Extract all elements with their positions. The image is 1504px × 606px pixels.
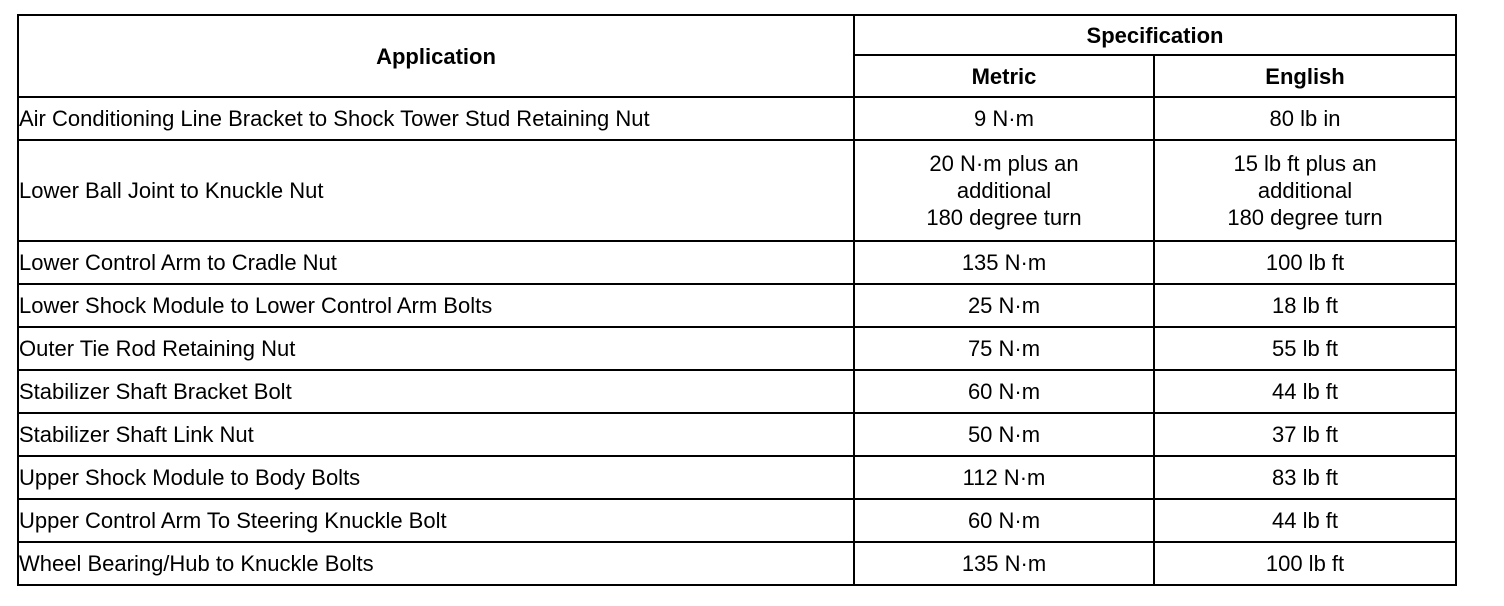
application-cell: Lower Ball Joint to Knuckle Nut — [18, 140, 854, 241]
table-row — [18, 284, 1456, 327]
metric-cell — [854, 97, 1154, 140]
metric-value: 112 N·m — [962, 465, 1046, 490]
table-row — [18, 327, 1456, 370]
metric-cell — [854, 413, 1154, 456]
english-value: 37 lb ft — [1271, 422, 1339, 447]
english-value-line-1: 15 lb ft plus an — [1233, 151, 1377, 176]
english-value: 80 lb in — [1269, 106, 1341, 131]
english-cell — [1154, 456, 1456, 499]
metric-column-header: Metric — [854, 55, 1154, 97]
table-header — [18, 15, 1456, 97]
application-cell: Wheel Bearing/Hub to Knuckle Bolts — [18, 542, 854, 585]
table-row — [18, 241, 1456, 284]
english-cell — [1154, 542, 1456, 585]
application-cell: Lower Control Arm to Cradle Nut — [18, 241, 854, 284]
metric-cell — [854, 370, 1154, 413]
metric-value: 135 N·m — [961, 551, 1047, 576]
metric-value-line-1: 20 N·m plus an — [929, 151, 1079, 176]
english-value: 100 lb ft — [1265, 250, 1345, 275]
application-column-header: Application — [18, 15, 854, 97]
table-row — [18, 413, 1456, 456]
english-value-line-3: 180 degree turn — [1227, 205, 1383, 230]
english-value-line-2: additional — [1257, 178, 1353, 203]
english-cell — [1154, 97, 1456, 140]
application-cell: Air Conditioning Line Bracket to Shock Tower Stud Retaining Nut — [18, 97, 854, 140]
metric-value: 9 N·m — [974, 106, 1034, 131]
metric-cell — [854, 327, 1154, 370]
english-column-header: English — [1154, 55, 1456, 97]
metric-cell — [854, 499, 1154, 542]
application-cell: Upper Control Arm To Steering Knuckle Bolt — [18, 499, 854, 542]
metric-value: 75 N·m — [967, 336, 1041, 361]
table-row — [18, 97, 1456, 140]
metric-value: 60 N·m — [967, 379, 1041, 404]
english-cell — [1154, 140, 1456, 241]
application-cell: Stabilizer Shaft Bracket Bolt — [18, 370, 854, 413]
application-cell: Lower Shock Module to Lower Control Arm Bolts — [18, 284, 854, 327]
table-row — [18, 140, 1456, 241]
specification-group-header: Specification — [854, 15, 1456, 55]
application-cell: Stabilizer Shaft Link Nut — [18, 413, 854, 456]
english-value: 18 lb ft — [1271, 293, 1339, 318]
metric-value: 25 N·m — [967, 293, 1041, 318]
table-body — [18, 97, 1456, 585]
metric-cell — [854, 284, 1154, 327]
english-cell — [1154, 327, 1456, 370]
english-cell — [1154, 284, 1456, 327]
application-cell: Upper Shock Module to Body Bolts — [18, 456, 854, 499]
fastener-specification-table — [17, 14, 1457, 586]
metric-cell — [854, 241, 1154, 284]
english-cell — [1154, 241, 1456, 284]
metric-cell — [854, 456, 1154, 499]
metric-value-line-2: additional — [956, 178, 1052, 203]
english-value: 83 lb ft — [1271, 465, 1339, 490]
english-value: 44 lb ft — [1271, 379, 1339, 404]
metric-value: 135 N·m — [961, 250, 1047, 275]
table-row — [18, 456, 1456, 499]
metric-value-line-3: 180 degree turn — [926, 205, 1082, 230]
table-row — [18, 542, 1456, 585]
header-row-top — [18, 15, 1456, 55]
table-row — [18, 370, 1456, 413]
english-value: 100 lb ft — [1265, 551, 1345, 576]
table-row — [18, 499, 1456, 542]
application-cell: Outer Tie Rod Retaining Nut — [18, 327, 854, 370]
metric-cell — [854, 542, 1154, 585]
metric-cell — [854, 140, 1154, 241]
english-cell — [1154, 499, 1456, 542]
metric-value: 60 N·m — [967, 508, 1041, 533]
english-value: 44 lb ft — [1271, 508, 1339, 533]
english-cell — [1154, 370, 1456, 413]
metric-value: 50 N·m — [967, 422, 1041, 447]
english-value: 55 lb ft — [1271, 336, 1339, 361]
english-cell — [1154, 413, 1456, 456]
